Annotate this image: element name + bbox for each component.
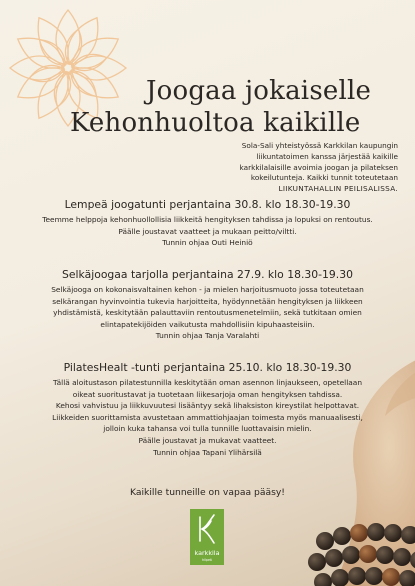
section-line: Tällä aloitustason pilatestunnilla keskitytään oman asennon linjaukseen, opetellaan: [52, 378, 363, 387]
karkkila-logo-icon: [190, 509, 224, 549]
section-gentle-yoga: [14, 198, 401, 249]
section-line: jolloin kuka tahansa voi tulla tunnille luottavaisin mielin.: [103, 424, 312, 434]
intro-line: kokeilutunteja. Kaikki tunnit toteutetaan: [250, 173, 398, 183]
section-line: elintapatekijöiden vaikutusta mahdollisiin kipuhaasteisiin.: [100, 319, 315, 329]
section-line: selkärangan hyvinvointia tukevia harjoitteita, hyödynnetään hengityksen ja liikkeen: [52, 296, 363, 306]
section-line: Tunnin ohjaa Tapani Ylihärsilä: [153, 447, 262, 457]
section-line: Tunnin ohjaa Outi Heiniö: [162, 238, 253, 248]
section-line: Kehosi vahvistuu ja liikkuvuutesi lisääntyy sekä lihaksiston kireystilat helpottavat.: [55, 401, 360, 411]
intro-line: Sola-Sali yhteistyössä Karkkilan kaupungin: [241, 141, 398, 150]
intro-line: karkkilalaisille avoimia joogan ja pilateksen: [239, 162, 398, 172]
karkkila-logo: [190, 509, 224, 565]
section-body: [14, 377, 401, 458]
section-heading: Selkäjoogaa tarjolla perjantaina 27.9. klo 18.30-19.30: [62, 268, 353, 281]
section-heading: Lempeä joogatunti perjantaina 30.8. klo 18.30-19.30: [64, 198, 351, 211]
intro-line: LIIKUNTAHALLIN PEILISALISSA.: [278, 184, 398, 194]
intro-text: [168, 141, 398, 195]
section-line: Teemme helppoja kehonhuollollisia liikkeitä hengityksen tahdissa ja lopuksi on rentoutus.: [42, 215, 373, 224]
section-line: Tunnin ohjaa Tanja Varalahti: [155, 331, 260, 341]
free-entry-text: Kaikille tunneille on vapaa pääsy!: [130, 487, 285, 498]
section-line: oikeat suoritustavat ja tuotetaan liikesarjoja oman hengityksen tahdissa.: [72, 389, 343, 399]
section-line: yhdistämistä, keskitytään palauttaviin rentoutusmenetelmiin, sekä tutkitaan omien: [53, 308, 362, 318]
logo-name: karkkila: [194, 549, 220, 557]
logo-tagline: hilpeä: [202, 558, 212, 562]
section-back-yoga: [14, 268, 401, 342]
section-heading: PilatesHealt -tunti perjantaina 25.10. klo 18.30-19.30: [63, 361, 352, 374]
section-line: Selkäjooga on kokonaisvaltainen kehon - ja mielen harjoitusmuoto jossa toteutetaan: [51, 285, 364, 294]
title-line-1: Joogaa jokaiselle: [146, 76, 372, 106]
section-line: Päälle joustavat vaatteet ja mukaan peitto/viltti.: [118, 226, 297, 236]
intro-line: liikuntatoimen kanssa järjestää kaikille: [256, 151, 398, 161]
section-line: Liikkeiden suorittamista avustetaan ammattiohjaajan toimesta myös manuaalisesti,: [52, 412, 363, 422]
section-body: [14, 214, 401, 249]
section-line: Päälle joustavat ja mukavat vaatteet.: [138, 435, 277, 445]
title-line-2: Kehonhuoltoa kaikille: [70, 108, 361, 138]
section-pilates: [14, 361, 401, 458]
section-body: [14, 284, 401, 342]
